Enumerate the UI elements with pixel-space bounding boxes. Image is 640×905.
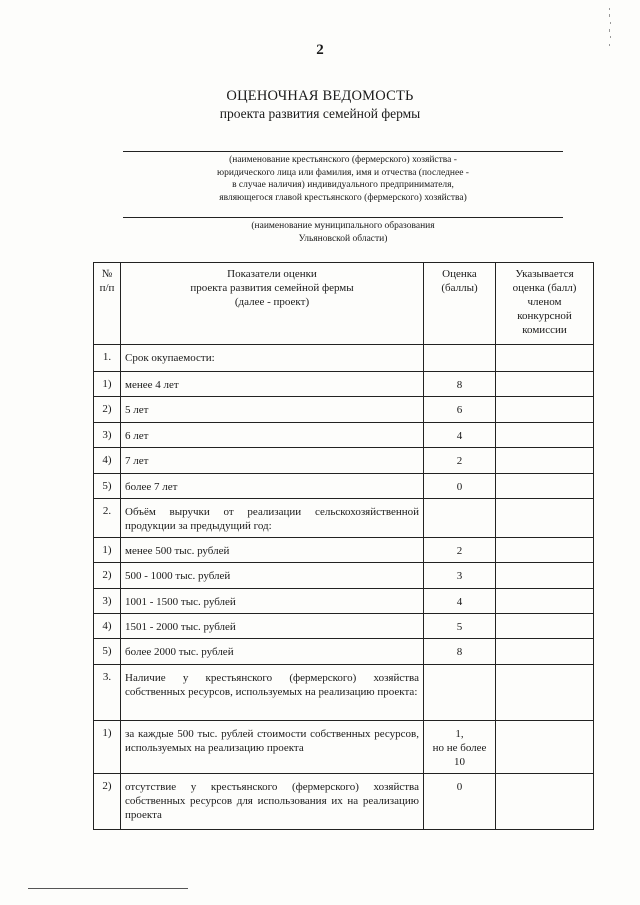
header-text: Показатели оценки <box>227 268 317 280</box>
table-row <box>94 639 594 665</box>
table-row <box>94 614 594 639</box>
row-score: 6 <box>424 397 496 423</box>
row-indicator: более 2000 тыс. рублей <box>121 639 424 665</box>
table-row <box>94 721 594 774</box>
member-score-cell[interactable] <box>496 448 594 474</box>
row-indicator: менее 500 тыс. рублей <box>121 538 424 563</box>
farm-name-caption <box>120 154 566 204</box>
row-indicator: 7 лет <box>121 448 424 474</box>
table-row <box>94 423 594 448</box>
row-number: 3. <box>94 665 121 721</box>
table-header-row <box>94 263 594 345</box>
header-indicator <box>121 263 424 345</box>
row-indicator: менее 4 лет <box>121 372 424 397</box>
row-score: 2 <box>424 538 496 563</box>
row-indicator: 1501 - 2000 тыс. рублей <box>121 614 424 639</box>
row-indicator: за каждые 500 тыс. рублей стоимости собственных ресурсов, используемых на реализацию проекта <box>121 721 424 774</box>
table-row <box>94 345 594 372</box>
member-score-cell[interactable] <box>496 665 594 721</box>
row-number: 4) <box>94 614 121 639</box>
row-score <box>424 499 496 538</box>
row-number: 2) <box>94 397 121 423</box>
evaluation-table <box>93 262 594 830</box>
row-indicator: более 7 лет <box>121 474 424 499</box>
document-title: ОЦЕНОЧНАЯ ВЕДОМОСТЬ <box>226 88 414 104</box>
member-score-cell[interactable] <box>496 639 594 665</box>
page-number: 2 <box>316 42 324 58</box>
caption-line: (наименование крестьянского (фермерского) хозяйства - <box>229 155 457 165</box>
table-row <box>94 665 594 721</box>
header-text: № <box>101 268 113 280</box>
row-indicator: 6 лет <box>121 423 424 448</box>
table-row <box>94 372 594 397</box>
row-score: 5 <box>424 614 496 639</box>
member-score-cell[interactable] <box>496 589 594 614</box>
row-number: 3) <box>94 589 121 614</box>
member-score-cell[interactable] <box>496 474 594 499</box>
member-score-cell[interactable] <box>496 423 594 448</box>
table-row <box>94 774 594 830</box>
table-row <box>94 589 594 614</box>
member-score-cell[interactable] <box>496 563 594 589</box>
member-score-cell[interactable] <box>496 538 594 563</box>
table-row <box>94 474 594 499</box>
header-text: п/п <box>99 282 115 294</box>
header-member-score <box>496 263 594 345</box>
row-number: 2. <box>94 499 121 538</box>
row-score: 4 <box>424 589 496 614</box>
farm-name-blank-line <box>123 151 563 152</box>
row-number: 1. <box>94 345 121 372</box>
document-subtitle: проекта развития семейной фермы <box>219 106 421 121</box>
caption-line: (наименование муниципального образования <box>251 221 435 231</box>
row-number: 1) <box>94 721 121 774</box>
row-score <box>424 345 496 372</box>
header-text: конкурсной <box>517 310 572 322</box>
row-number: 5) <box>94 474 121 499</box>
header-score <box>424 263 496 345</box>
member-score-cell[interactable] <box>496 397 594 423</box>
row-number: 1) <box>94 538 121 563</box>
row-indicator: отсутствие у крестьянского (фермерского) хозяйства собственных ресурсов для использования их на реализацию проекта <box>121 774 424 830</box>
header-text: проекта развития семейной фермы <box>190 282 354 294</box>
row-number: 2) <box>94 774 121 830</box>
row-score: 4 <box>424 423 496 448</box>
row-score <box>424 665 496 721</box>
header-text: членом <box>527 296 562 308</box>
table-row <box>94 397 594 423</box>
row-indicator: Срок окупаемости: <box>121 345 424 372</box>
row-score: 8 <box>424 372 496 397</box>
row-score: 0 <box>424 774 496 830</box>
row-indicator: 5 лет <box>121 397 424 423</box>
header-text: Указывается <box>515 268 574 280</box>
row-indicator: Наличие у крестьянского (фермерского) хозяйства собственных ресурсов, используемых на реализацию проекта: <box>121 665 424 721</box>
municipality-blank-line <box>123 217 563 218</box>
member-score-cell[interactable] <box>496 614 594 639</box>
header-text: комиссии <box>522 324 567 336</box>
table-row <box>94 538 594 563</box>
row-score: 8 <box>424 639 496 665</box>
row-number: 5) <box>94 639 121 665</box>
caption-line: являющегося главой крестьянского (фермерского) хозяйства) <box>219 192 467 203</box>
header-text: оценка (балл) <box>512 282 577 294</box>
header-text: (далее - проект) <box>234 296 310 308</box>
caption-line: в случае наличия) индивидуального предпринимателя, <box>232 180 454 190</box>
member-score-cell[interactable] <box>496 721 594 774</box>
row-score: 3 <box>424 563 496 589</box>
member-score-cell[interactable] <box>496 499 594 538</box>
caption-line: юридического лица или фамилия, имя и отчества (последнее - <box>217 167 469 178</box>
table-row <box>94 499 594 538</box>
municipality-caption <box>120 220 566 245</box>
table-row <box>94 563 594 589</box>
row-number: 3) <box>94 423 121 448</box>
scan-specks <box>600 0 620 70</box>
member-score-cell[interactable] <box>496 774 594 830</box>
row-number: 2) <box>94 563 121 589</box>
row-indicator: 1001 - 1500 тыс. рублей <box>121 589 424 614</box>
row-number: 1) <box>94 372 121 397</box>
table-row <box>94 448 594 474</box>
member-score-cell[interactable] <box>496 372 594 397</box>
row-score: 2 <box>424 448 496 474</box>
footer-rule <box>28 888 188 889</box>
row-indicator: Объём выручки от реализации сельскохозяйственной продукции за предыдущий год: <box>121 499 424 538</box>
member-score-cell[interactable] <box>496 345 594 372</box>
row-score: 1, но не более 10 <box>424 721 496 774</box>
header-num <box>94 263 121 345</box>
row-indicator: 500 - 1000 тыс. рублей <box>121 563 424 589</box>
row-score: 0 <box>424 474 496 499</box>
header-text: Оценка <box>442 268 477 280</box>
caption-line: Ульяновской области) <box>298 233 388 244</box>
row-number: 4) <box>94 448 121 474</box>
header-text: (баллы) <box>441 282 478 294</box>
